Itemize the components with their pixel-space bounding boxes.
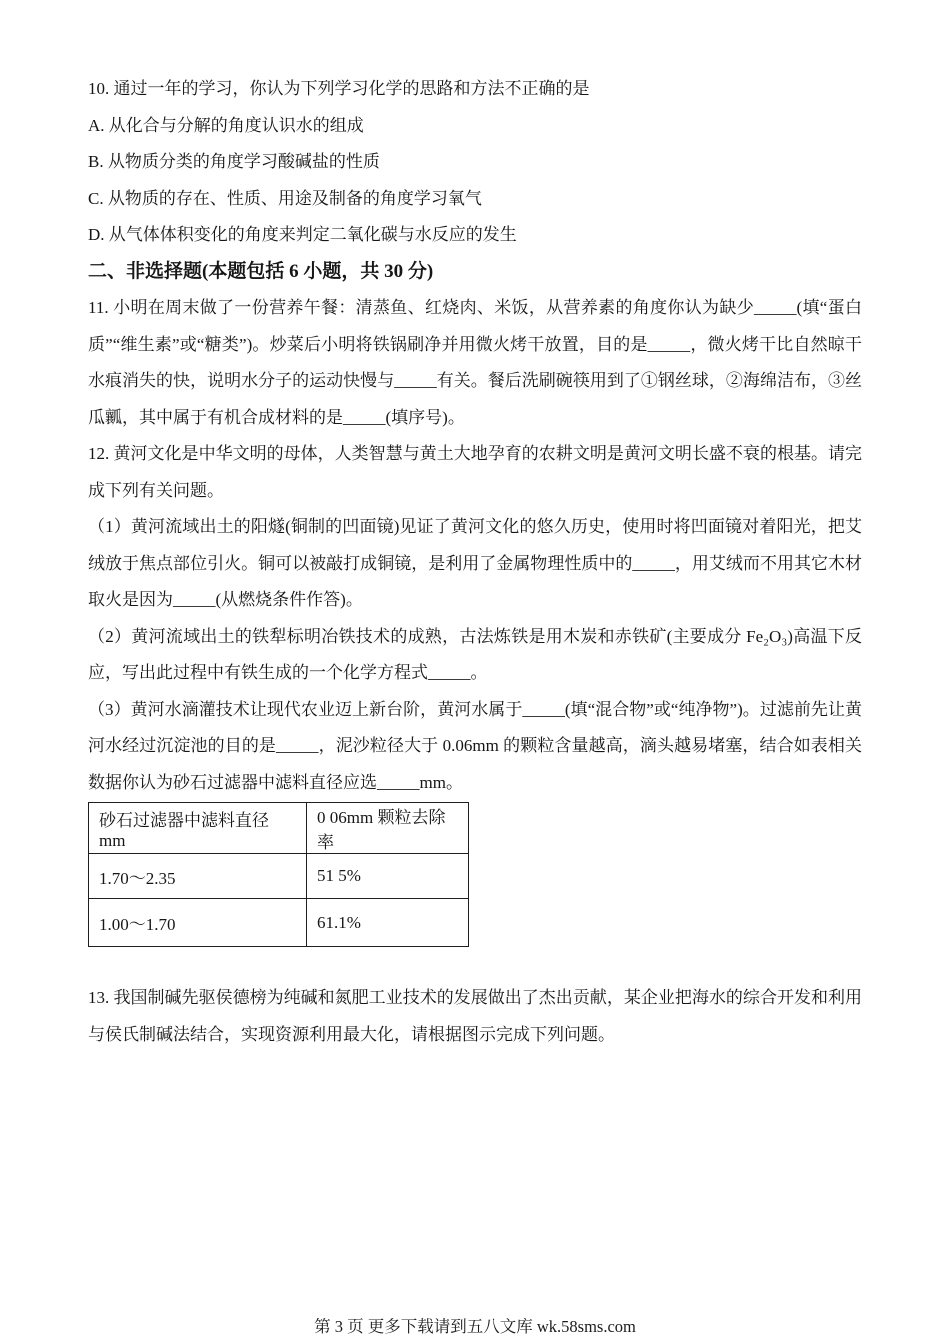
question-12-part-1: （1）黄河流域出土的阳燧(铜制的凹面镜)见证了黄河文化的悠久历史，使用时将凹面镜对着阳光，把艾绒放于焦点部位引火。铜可以被敲打成铜镜，是利用了金属物理性质中的_____，用艾绒而不用其它木材取火是因为_____(从燃烧条件作答)。 bbox=[88, 517, 862, 609]
table-row bbox=[89, 854, 469, 899]
exam-content bbox=[88, 71, 862, 1053]
question-10-option-b: B. 从物质分类的角度学习酸碱盐的性质 bbox=[88, 152, 380, 171]
question-10-option-c: C. 从物质的存在、性质、用途及制备的角度学习氧气 bbox=[88, 188, 482, 208]
table-header-removal-rate: 0 06mm 颗粒去除率 bbox=[307, 803, 469, 854]
table-cell-diameter: 1.70～2.35 bbox=[89, 854, 307, 899]
filter-media-table bbox=[88, 802, 469, 947]
table-header-row bbox=[89, 803, 469, 854]
question-10-stem: 10. 通过一年的学习，你认为下列学习化学的思路和方法不正确的是 bbox=[88, 79, 590, 98]
question-13-text: 13. 我国制碱先驱侯德榜为纯碱和氮肥工业技术的发展做出了杰出贡献，某企业把海水的综合开发和利用与侯氏制碱法结合，实现资源利用最大化，请根据图示完成下列问题。 bbox=[88, 988, 862, 1044]
question-12-part-3: （3）黄河水滴灌技术让现代农业迈上新台阶，黄河水属于_____(填“混合物”或“纯净物”)。过滤前先让黄河水经过沉淀池的目的是_____，泥沙粒径大于 0.06mm 的颗粒含量越高，滴头越易堵塞，结合如表相关数据你认为砂石过滤器中滤料直径应选_____mm。 bbox=[88, 699, 862, 792]
table-cell-removal-rate: 51 5% bbox=[307, 854, 469, 899]
question-10-option-d: D. 从气体体积变化的角度来判定二氧化碳与水反应的发生 bbox=[88, 225, 517, 244]
section-2-heading: 二、非选择题(本题包括 6 小题，共 30 分) bbox=[88, 260, 434, 282]
question-12-part-2: （2）黄河流域出土的铁犁标明冶铁技术的成熟，古法炼铁是用木炭和赤铁矿(主要成分 Fe₂O₃)高温下反应，写出此过程中有铁生成的一个化学方程式_____。 bbox=[88, 626, 862, 682]
page-footer: 第 3 页 更多下载请到五八文库 wk.58sms.com bbox=[314, 1317, 636, 1336]
table-header-diameter: 砂石过滤器中滤料直径 mm bbox=[89, 803, 307, 854]
table-row bbox=[89, 899, 469, 947]
question-12-intro: 12. 黄河文化是中华文明的母体，人类智慧与黄土大地孕育的农耕文明是黄河文明长盛不衰的根基。请完成下列有关问题。 bbox=[88, 444, 862, 500]
question-10-option-a: A. 从化合与分解的角度认识水的组成 bbox=[88, 115, 364, 135]
table-cell-removal-rate: 61.1% bbox=[307, 899, 469, 947]
question-11-text: 11. 小明在周末做了一份营养午餐：清蒸鱼、红烧肉、米饭，从营养素的角度你认为缺少_____(填“蛋白质”“维生素”或“糖类”)。炒菜后小明将铁锅刷净并用微火烤干放置，目的是_____，微火烤干比自然晾干水痕消失的快，说明水分子的运动快慢与_____有关。餐后洗刷碗筷用到了①钢丝球，②海绵洁布，③丝瓜瓤，其中属于有机合成材料的是_____(填序号)。 bbox=[88, 298, 862, 427]
table-cell-diameter: 1.00～1.70 bbox=[89, 899, 307, 947]
